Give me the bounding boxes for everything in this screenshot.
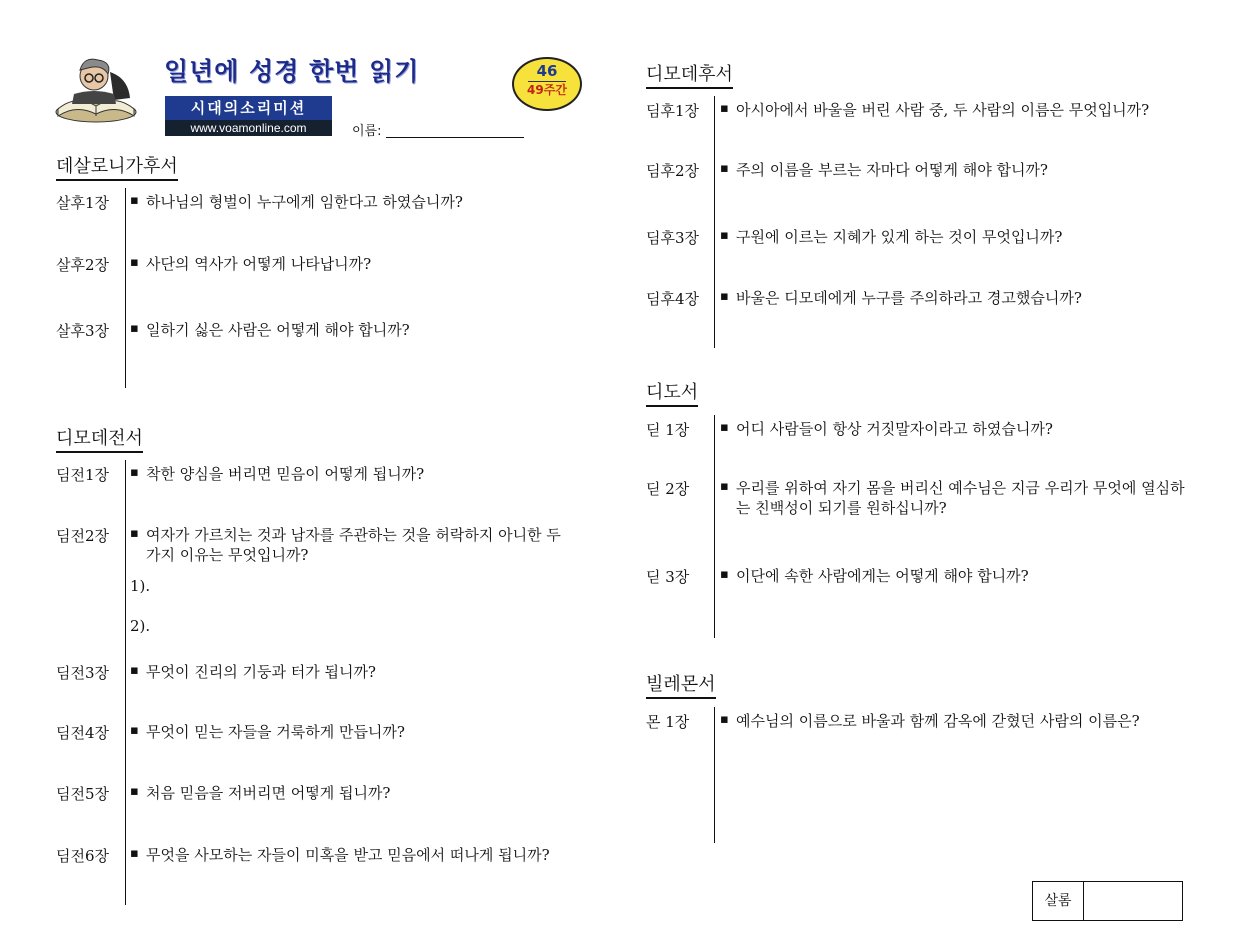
bullet-icon: ▪ — [130, 663, 139, 678]
question: ▪ 구원에 이르는 지혜가 있게 하는 것이 무엇입니까? — [720, 228, 1063, 246]
chapter-label: 몬 1장 — [646, 713, 690, 731]
chapter-label: 딤전5장 — [56, 785, 110, 803]
bullet-icon: ▪ — [720, 420, 729, 435]
question: ▪ 주의 이름을 부르는 자마다 어떻게 해야 합니까? — [720, 161, 1048, 179]
chapter-label: 딤후1장 — [646, 102, 700, 120]
bullet-icon: ▪ — [130, 784, 139, 799]
bullet-icon: ▪ — [720, 101, 729, 116]
chapter-label: 살후3장 — [56, 322, 110, 340]
section-title-thessalonians2: 데살로니가후서 — [56, 152, 178, 181]
question: ▪ 어디 사람들이 항상 거짓말자이라고 하였습니까? — [720, 420, 1053, 438]
chapter-label: 딤후2장 — [646, 162, 700, 180]
chapter-label: 딛 3장 — [646, 568, 690, 586]
chapter-label: 딤전3장 — [56, 664, 110, 682]
chapter-label: 딤후4장 — [646, 290, 700, 308]
question: ▪ 아시아에서 바울을 버린 사람 중, 두 사람의 이름은 무엇입니까? — [720, 101, 1150, 119]
section-title-timothy2: 디모데후서 — [646, 60, 733, 89]
chapter-label: 딤전2장 — [56, 527, 110, 545]
question: ▪ 처음 믿음을 저버리면 어떻게 됩니까? — [130, 784, 391, 802]
question: ▪ 무엇이 믿는 자들을 거룩하게 만듭니까? — [130, 723, 405, 741]
column-divider — [125, 460, 126, 905]
bullet-icon: ▪ — [130, 723, 139, 738]
question: ▪ 하나님의 형벌이 누구에게 임한다고 하였습니까? — [130, 193, 463, 211]
question: ▪ 이단에 속한 사람에게는 어떻게 해야 합니까? — [720, 567, 1029, 585]
question: ▪ 사단의 역사가 어떻게 나타납니까? — [130, 255, 372, 273]
reader-illustration — [54, 54, 138, 124]
section-title-philemon: 빌레몬서 — [646, 670, 716, 699]
column-divider — [714, 415, 715, 638]
chapter-label: 딤전6장 — [56, 847, 110, 865]
column-divider — [714, 96, 715, 348]
week-number: 46 — [536, 62, 558, 80]
question: ▪ 바울은 디모데에게 누구를 주의하라고 경고했습니까? — [720, 289, 1082, 307]
answer-slot: 2). — [130, 617, 151, 635]
question: ▪ 착한 양심을 버리면 믿음이 어떻게 됩니까? — [130, 465, 425, 483]
signature-field[interactable] — [1084, 882, 1182, 920]
bullet-icon: ▪ — [720, 289, 729, 304]
bullet-icon: ▪ — [720, 712, 729, 727]
question: ▪ 예수님의 이름으로 바울과 함께 감옥에 갇혔던 사람의 이름은? — [720, 712, 1140, 730]
page-title: 일년에 성경 한번 읽기 — [164, 57, 420, 86]
chapter-label: 딛 2장 — [646, 480, 690, 498]
name-label: 이름: — [352, 124, 382, 139]
chapter-label: 살후1장 — [56, 194, 110, 212]
bullet-icon: ▪ — [130, 255, 139, 270]
bullet-icon: ▪ — [130, 321, 139, 336]
name-field[interactable] — [386, 121, 524, 138]
bullet-icon: ▪ — [720, 228, 729, 243]
question: ▪ 무엇이 진리의 기둥과 터가 됩니까? — [130, 663, 376, 681]
chapter-label: 딤후3장 — [646, 229, 700, 247]
question: ▪ 여자가 가르치는 것과 남자를 주관하는 것을 허락하지 아니한 두 가지 이유는 무엇입니까? — [130, 526, 561, 564]
signature-box — [1032, 881, 1183, 921]
signature-label: 살롬 — [1033, 882, 1084, 920]
chapter-label: 살후2장 — [56, 256, 110, 274]
brand-url: www.voamonline.com — [165, 120, 332, 136]
bullet-icon: ▪ — [130, 526, 139, 541]
bullet-icon: ▪ — [720, 479, 729, 494]
section-title-timothy1: 디모데전서 — [56, 424, 143, 453]
section-title-titus: 디도서 — [646, 378, 698, 407]
week-badge — [512, 57, 582, 111]
chapter-label: 딤전1장 — [56, 466, 110, 484]
answer-slot: 1). — [130, 577, 151, 595]
bullet-icon: ▪ — [720, 567, 729, 582]
chapter-label: 딤전4장 — [56, 724, 110, 742]
question: ▪ 우리를 위하여 자기 몸을 버리신 예수님은 지금 우리가 무엇에 열심하는 친백성이 되기를 원하십니까? — [720, 479, 1185, 517]
bullet-icon: ▪ — [720, 161, 729, 176]
column-divider — [125, 188, 126, 388]
bullet-icon: ▪ — [130, 465, 139, 480]
week-label: 49주간 — [527, 83, 567, 97]
chapter-label: 딛 1장 — [646, 421, 690, 439]
brand-banner: 시대의소리미션 — [165, 96, 332, 120]
bullet-icon: ▪ — [130, 193, 139, 208]
question: ▪ 일하기 싫은 사람은 어떻게 해야 합니까? — [130, 321, 410, 339]
column-divider — [714, 707, 715, 843]
bullet-icon: ▪ — [130, 846, 139, 861]
question: ▪ 무엇을 사모하는 자들이 미혹을 받고 믿음에서 떠나게 됩니까? — [130, 846, 550, 864]
